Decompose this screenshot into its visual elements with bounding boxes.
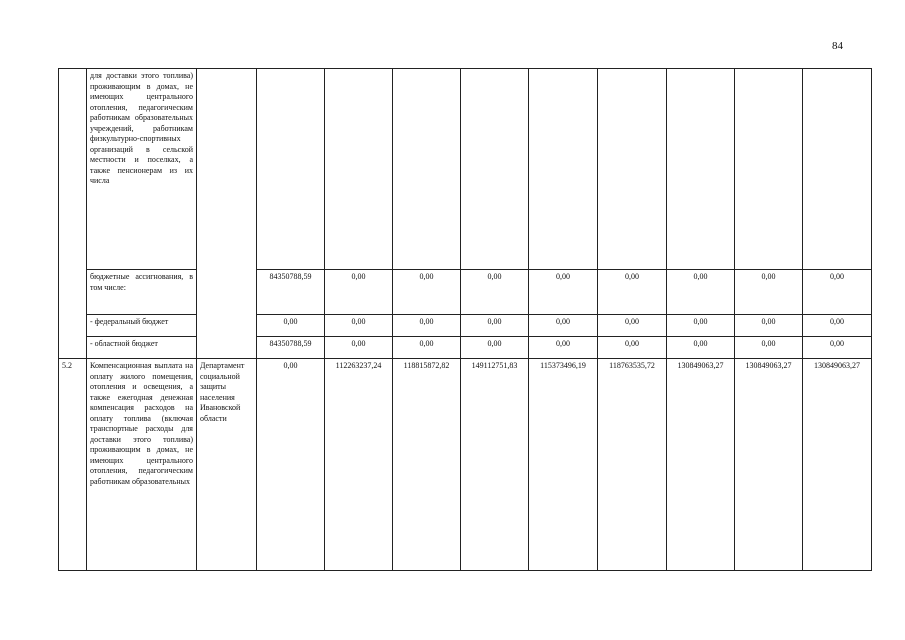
- value-cell: 0,00: [461, 315, 529, 337]
- value-cell: 130849063,27: [803, 359, 872, 571]
- value-cell: 0,00: [735, 337, 803, 359]
- value-cell: 0,00: [667, 270, 735, 315]
- executor-cell-empty: [197, 69, 257, 359]
- federal-label: - федеральный бюджет: [87, 315, 197, 337]
- number-cell-empty: [59, 69, 87, 359]
- value-cell: 0,00: [803, 337, 872, 359]
- value-cell: 0,00: [529, 270, 598, 315]
- value-cell: 0,00: [325, 337, 393, 359]
- table-row-regional: [59, 337, 872, 359]
- value-cell: 118815872,82: [393, 359, 461, 571]
- value-cell: 0,00: [598, 315, 667, 337]
- value-cell: 0,00: [461, 337, 529, 359]
- value-cell: 118763535,72: [598, 359, 667, 571]
- value-cell: 0,00: [529, 337, 598, 359]
- value-cell: 115373496,19: [529, 359, 598, 571]
- value-cell: 130849063,27: [735, 359, 803, 571]
- value-cell: 0,00: [803, 270, 872, 315]
- value-cell: 0,00: [393, 270, 461, 315]
- table-row-federal: [59, 315, 872, 337]
- value-cell: 0,00: [529, 315, 598, 337]
- budget-table: [58, 68, 872, 571]
- value-cell: 0,00: [803, 315, 872, 337]
- table-row-continuation: [59, 69, 872, 270]
- value-cell: 84350788,59: [257, 337, 325, 359]
- value-cell: 0,00: [393, 337, 461, 359]
- value-cell: 0,00: [325, 315, 393, 337]
- value-cell: 130849063,27: [667, 359, 735, 571]
- table-row-budget-total: [59, 270, 872, 315]
- value-cell: 149112751,83: [461, 359, 529, 571]
- value-cell: 0,00: [393, 315, 461, 337]
- item-description: Компенсационная выплата на оплату жилого помещения, отопления и освещения, а также ежегодная денежная компенсация расходов на оплату топлива (включая транспортные расходы для доставки этого топлива) проживающим в домах, не имеющих центрального отопления, педагогическим работникам образовательных: [87, 359, 197, 571]
- page-number: 84: [832, 40, 843, 52]
- description-cell: для доставки этого топлива) проживающим в домах, не имеющих центрального отопления, педагогическим работникам образовательных учреждений, работникам физкультурно-спортивных организаций в сельской местности и поселках, а также пенсионерам из их числа: [87, 69, 197, 270]
- value-cell: 0,00: [598, 337, 667, 359]
- value-cell: 0,00: [598, 270, 667, 315]
- value-cell: 0,00: [257, 359, 325, 571]
- value-cell: 112263237,24: [325, 359, 393, 571]
- value-cell: 0,00: [461, 270, 529, 315]
- value-cell: 0,00: [735, 270, 803, 315]
- regional-label: - областной бюджет: [87, 337, 197, 359]
- value-cell: 0,00: [325, 270, 393, 315]
- item-executor: Департамент социальной защиты населения Ивановской области: [197, 359, 257, 571]
- value-cell: 0,00: [735, 315, 803, 337]
- value-cell: 0,00: [257, 315, 325, 337]
- value-cell: 0,00: [667, 337, 735, 359]
- value-cell: 84350788,59: [257, 270, 325, 315]
- budget-total-label: бюджетные ассигнования, в том числе:: [87, 270, 197, 315]
- item-number: 5.2: [59, 359, 87, 571]
- value-cell: 0,00: [667, 315, 735, 337]
- table-row-item-5-2: [59, 359, 872, 571]
